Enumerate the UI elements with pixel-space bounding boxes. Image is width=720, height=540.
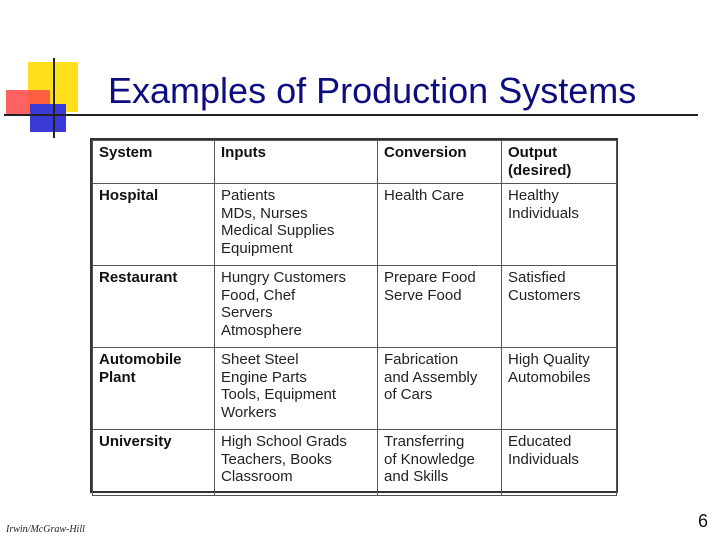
column-header [93,141,215,184]
column-header [502,141,617,184]
footer-publisher: Irwin/McGraw-Hill [6,524,85,535]
inputs-cell [215,184,378,266]
cell-line: Teachers, Books [221,450,332,468]
slide-title: Examples of Production Systems [108,70,637,111]
decor-vertical-line [53,58,55,138]
cell-line: Patients [221,187,276,204]
cell-line: Prepare Food [384,269,476,286]
cell-line: of Cars [384,386,433,403]
cell-line: Healthy [508,187,559,204]
cell-line: High Quality [508,351,590,368]
cell-line: and Skills [384,468,449,485]
cell-line: Medical Supplies [221,222,335,239]
cell-line: Food, Chef [221,286,296,304]
inputs-cell [215,266,378,348]
cell-line: Educated [508,433,572,450]
cell-line: Fabrication [384,351,459,368]
inputs-cell [215,430,378,496]
cell-line: and Assembly [384,368,478,386]
output-cell [502,266,617,348]
system-cell [93,184,215,266]
cell-line: Tools, Equipment [221,386,337,403]
table-row [93,430,617,496]
system-cell [93,348,215,430]
cell-line: Equipment [221,239,293,257]
conversion-cell [378,184,502,266]
system-cell [93,430,215,496]
cell-line: Classroom [221,468,293,485]
cell-line: Health Care [384,187,465,204]
cell-line: Transferring [384,433,465,450]
system-cell [93,266,215,348]
table-row [93,266,617,348]
cell-line: Hospital [99,187,159,204]
cell-line: Satisfied [508,269,566,286]
output-cell [502,348,617,430]
table-row [93,348,617,430]
cell-line: Restaurant [99,269,178,286]
cell-line: Servers [221,304,273,321]
output-cell [502,430,617,496]
conversion-cell [378,266,502,348]
conversion-cell [378,430,502,496]
column-header [215,141,378,184]
cell-line: Sheet Steel [221,351,299,368]
cell-line: Automobiles [508,368,591,386]
cell-line: System [99,144,153,161]
cell-line: Conversion [384,144,467,161]
column-header [378,141,502,184]
cell-line: of Knowledge [384,450,475,468]
cell-line: Individuals [508,204,579,222]
production-systems-table [90,138,618,493]
cell-line: High School Grads [221,433,347,450]
output-cell [502,184,617,266]
title-underline [4,114,698,116]
cell-line: (desired) [508,161,572,179]
decor-blue-square [30,104,66,132]
cell-line: Individuals [508,450,579,468]
cell-line: Engine Parts [221,368,307,386]
cell-line: MDs, Nurses [221,204,308,222]
cell-line: Inputs [221,144,266,161]
cell-line: Output [508,144,558,161]
table-header-row [93,141,617,184]
inputs-cell [215,348,378,430]
page-number: 6 [697,511,708,531]
cell-line: Workers [221,403,277,421]
cell-line: Automobile [99,351,182,368]
cell-line: Atmosphere [221,321,302,339]
cell-line: Plant [99,368,136,386]
cell-line: University [99,433,172,450]
cell-line: Hungry Customers [221,269,347,286]
cell-line: Serve Food [384,286,462,304]
table-row [93,184,617,266]
cell-line: Customers [508,286,581,304]
conversion-cell [378,348,502,430]
